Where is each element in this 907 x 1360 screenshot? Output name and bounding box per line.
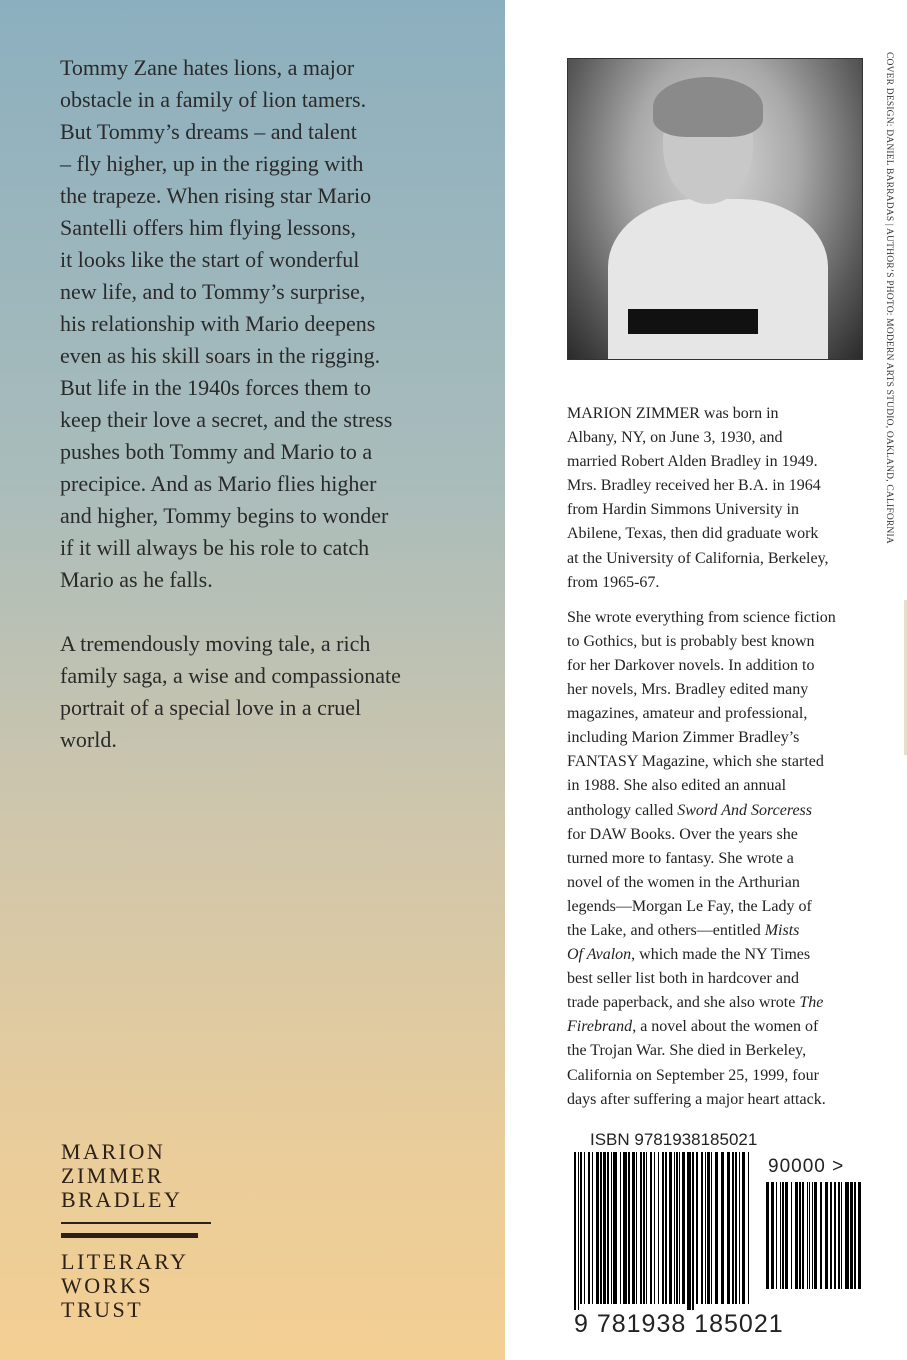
bio-line: FANTASY Magazine, which she started	[567, 753, 824, 771]
logo-divider-thick	[61, 1233, 198, 1238]
barcode-bar	[732, 1152, 734, 1304]
barcode-bar	[780, 1182, 781, 1289]
bio-line: Firebrand, a novel about the women of	[567, 1018, 819, 1036]
barcode-bar	[676, 1152, 678, 1304]
barcode-bar	[623, 1152, 627, 1304]
barcode-bar	[820, 1182, 822, 1289]
barcode-bar	[825, 1182, 828, 1289]
barcode-bar	[742, 1152, 745, 1304]
bio-line: for her Darkover novels. In addition to	[567, 656, 815, 674]
logo-line: LITERARY	[61, 1249, 189, 1274]
bio-line: Albany, NY, on June 3, 1930, and	[567, 429, 783, 447]
barcode-bar	[809, 1182, 810, 1289]
bio-line: legends—Morgan Le Fay, the Lady of	[567, 897, 812, 915]
author-photo	[567, 58, 863, 360]
barcode-bar	[841, 1182, 842, 1289]
barcode-bar	[662, 1152, 664, 1304]
logo-line: TRUST	[61, 1297, 144, 1322]
barcode-bar	[705, 1152, 706, 1304]
barcode-bar	[636, 1152, 637, 1304]
logo-line: WORKS	[61, 1273, 153, 1298]
isbn-label: ISBN 9781938185021	[590, 1130, 758, 1149]
blurb-line: – fly higher, up in the rigging with	[60, 151, 364, 176]
bio-line: to Gothics, but is probably best known	[567, 632, 815, 650]
blurb-line: Mario as he falls.	[60, 567, 213, 592]
barcode-bar	[812, 1182, 813, 1289]
barcode-bar	[658, 1152, 659, 1304]
blurb-line: world.	[60, 727, 117, 752]
barcode-bar	[632, 1152, 635, 1304]
barcode-bar	[701, 1152, 703, 1304]
barcode-bar	[665, 1152, 667, 1304]
bio-line: the Lake, and others—entitled Mists	[567, 921, 800, 939]
blurb-line: new life, and to Tommy’s surprise,	[60, 279, 366, 304]
blurb-line: keep their love a secret, and the stress	[60, 407, 393, 432]
blurb-line: Tommy Zane hates lions, a major	[60, 55, 355, 80]
barcode-bar	[603, 1152, 606, 1304]
barcode-bar	[643, 1152, 645, 1304]
barcode-bar	[613, 1152, 617, 1304]
barcode-bar	[707, 1152, 710, 1304]
blurb-line: it looks like the start of wonderful	[60, 247, 360, 272]
blurb-line: obstacle in a family of lion tamers.	[60, 87, 367, 112]
blurb-line: the trapeze. When rising star Mario	[60, 183, 372, 208]
barcode-bar	[830, 1182, 832, 1289]
bio-line: in 1988. She also edited an annual	[567, 777, 787, 795]
bio-line: days after suffering a major heart attack.	[567, 1090, 826, 1108]
bio-line: Abilene, Texas, then did graduate work	[567, 525, 819, 543]
barcode-bar	[850, 1182, 853, 1289]
logo-line: ZIMMER	[61, 1163, 164, 1188]
barcode-bar	[596, 1152, 599, 1304]
bio-line: her novels, Mrs. Bradley edited many	[567, 681, 809, 699]
bio-line: for DAW Books. Over the years she	[567, 825, 798, 843]
bio-line: from 1965-67.	[567, 573, 660, 591]
photo-credit: COVER DESIGN: DANIEL BARRADAS | AUTHOR’S PHOTO: MODERN ARTS STUDIO, OAKLAND, CALIFORNIA	[884, 52, 894, 544]
barcode-bar	[735, 1152, 737, 1304]
barcode-bar	[748, 1152, 749, 1304]
barcode-bar	[640, 1152, 642, 1304]
bio-line: Of Avalon, which made the NY Times	[567, 946, 811, 964]
barcode-bar	[574, 1152, 576, 1322]
barcode-bar	[628, 1152, 630, 1304]
bio-line: including Marion Zimmer Bradley’s	[567, 729, 800, 747]
bio-line: She wrote everything from science fiction	[567, 608, 836, 626]
barcode-bar	[802, 1182, 804, 1289]
barcode-bar	[580, 1152, 582, 1304]
barcode-bar	[799, 1182, 801, 1289]
blurb-line: family saga, a wise and compassionate	[60, 663, 401, 688]
barcode-bar	[607, 1152, 609, 1304]
barcode-bars	[572, 1152, 752, 1322]
barcode-bar	[727, 1152, 730, 1304]
bio-line: anthology called Sword And Sorceress	[567, 801, 812, 819]
barcode-bar	[782, 1182, 784, 1289]
blurb-line: his relationship with Mario deepens	[60, 311, 376, 336]
barcode-bar	[669, 1152, 672, 1304]
barcode-bar	[721, 1152, 724, 1304]
barcode-bar	[776, 1182, 777, 1289]
logo-divider	[61, 1222, 211, 1224]
barcode-bar	[620, 1152, 621, 1304]
barcode-bar	[814, 1182, 817, 1289]
bio-line: MARION ZIMMER was born in	[567, 405, 779, 422]
barcode-bar	[785, 1182, 788, 1289]
bio-line: married Robert Alden Bradley in 1949.	[567, 453, 818, 471]
barcode-bar	[692, 1152, 694, 1322]
blurb-line: pushes both Tommy and Mario to a	[60, 439, 373, 464]
bio-line: turned more to fantasy. She wrote a	[567, 849, 794, 867]
barcode-bar	[696, 1152, 698, 1304]
barcode-bar	[795, 1182, 798, 1289]
bio-line: magazines, amateur and professional,	[567, 705, 808, 723]
barcode-bar	[858, 1182, 861, 1289]
barcode-digits: 9 781938 185021	[574, 1310, 784, 1338]
blurb-line: precipice. And as Mario flies higher	[60, 471, 377, 496]
blurb-line: But Tommy’s dreams – and talent	[60, 119, 357, 144]
bio-line: best seller list both in hardcover and	[567, 970, 799, 988]
bio-line: the Trojan War. She died in Berkeley,	[567, 1042, 807, 1060]
barcode-bar	[771, 1182, 774, 1289]
barcode-bar	[682, 1152, 685, 1304]
barcode-bar	[654, 1152, 655, 1304]
blurb-line: Santelli offers him flying lessons,	[60, 215, 356, 240]
isbn-barcode	[572, 1130, 864, 1340]
bio-line: California on September 25, 1999, four	[567, 1066, 819, 1084]
barcode-bar	[646, 1152, 647, 1304]
literary-works-trust-logo	[61, 1140, 211, 1322]
barcode-bar	[650, 1152, 652, 1304]
barcode-bar	[611, 1152, 612, 1304]
blurb-line: if it will always be his role to catch	[60, 535, 370, 560]
barcode-bar	[845, 1182, 849, 1289]
barcode-bar	[791, 1182, 792, 1289]
book-blurb	[60, 52, 401, 756]
price-code: 90000 >	[768, 1156, 845, 1177]
blurb-line: even as his skill soars in the rigging.	[60, 343, 381, 368]
bio-line: Mrs. Bradley received her B.A. in 1964	[567, 477, 821, 495]
barcode-bar	[711, 1152, 712, 1304]
barcode-bar	[807, 1182, 808, 1289]
barcode-bar	[838, 1182, 840, 1289]
barcode-bar	[715, 1152, 718, 1304]
barcode-bar	[588, 1152, 590, 1304]
logo-line: BRADLEY	[61, 1187, 183, 1212]
barcode-bar	[600, 1152, 602, 1304]
barcode-bar	[687, 1152, 691, 1322]
blurb-line: A tremendously moving tale, a rich	[60, 631, 371, 656]
bio-line: novel of the women in the Arthurian	[567, 873, 800, 891]
barcode-bar	[766, 1182, 769, 1289]
blurb-line: But life in the 1940s forces them to	[60, 375, 371, 400]
logo-line: MARION	[61, 1139, 166, 1164]
bio-line: at the University of California, Berkeley,	[567, 549, 829, 567]
barcode-bar	[592, 1152, 593, 1304]
bio-line: trade paperback, and she also wrote The	[567, 994, 824, 1012]
bio-line: from Hardin Simmons University in	[567, 501, 799, 519]
blurb-line: and higher, Tommy begins to wonder	[60, 503, 389, 528]
blurb-line: portrait of a special love in a cruel	[60, 695, 362, 720]
barcode-bar	[854, 1182, 856, 1289]
barcode-bar	[584, 1152, 585, 1304]
barcode-bar	[834, 1182, 836, 1289]
barcode-bar	[679, 1152, 680, 1304]
barcode-bar	[739, 1152, 740, 1304]
author-bio	[567, 402, 836, 1112]
barcode-bar	[578, 1152, 579, 1322]
price-barcode-bars	[764, 1182, 864, 1307]
barcode-bar	[674, 1152, 675, 1304]
